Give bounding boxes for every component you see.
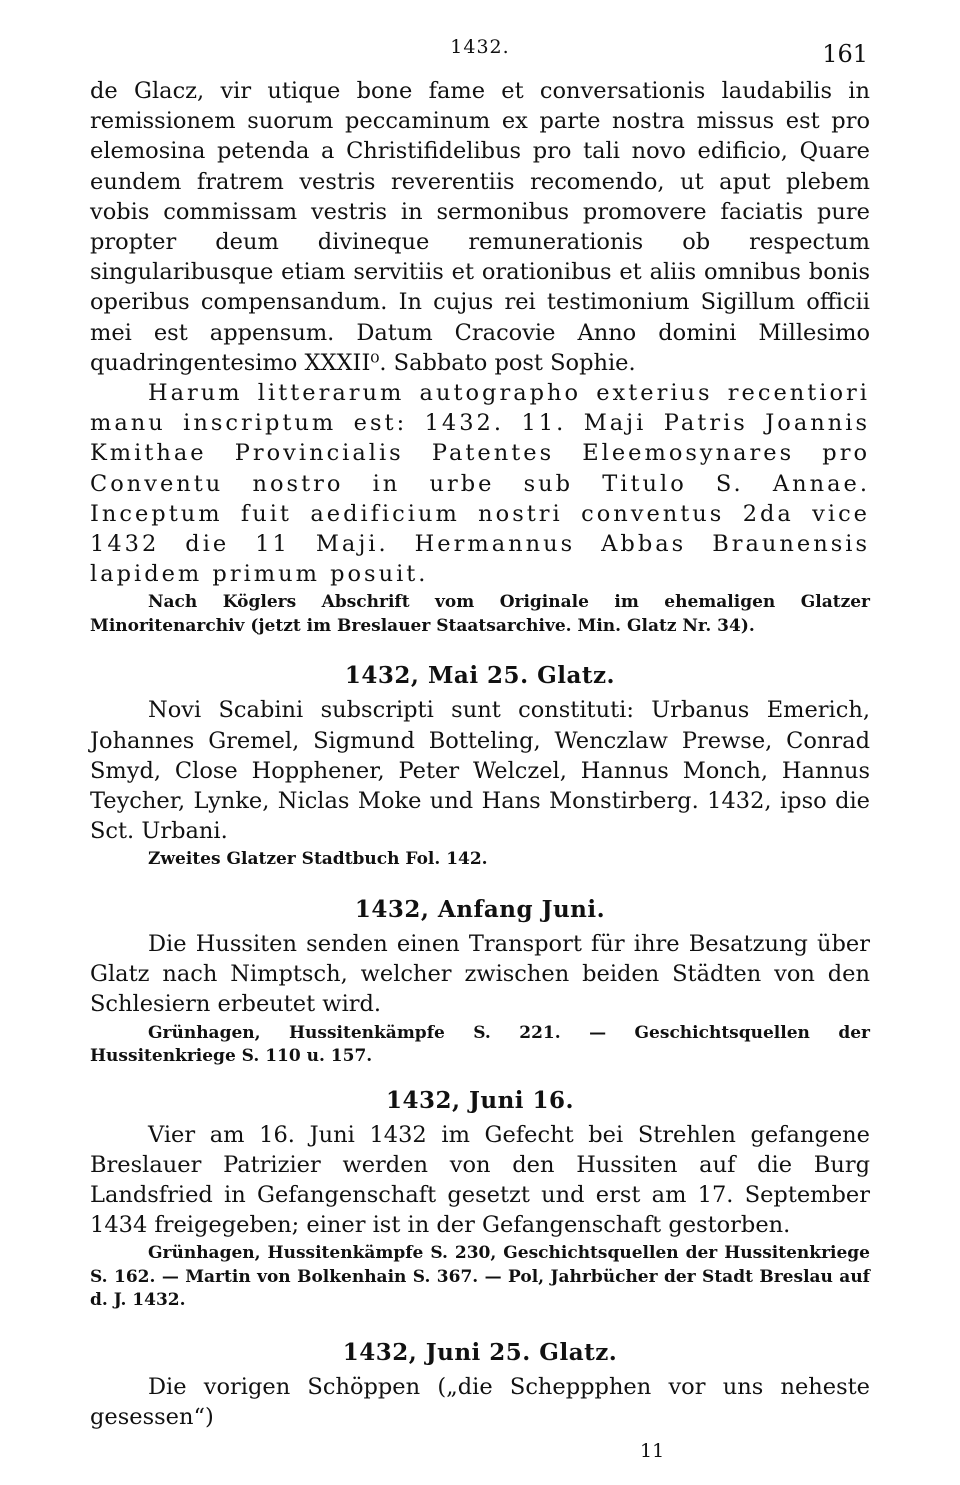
archival-note: Harum litterarum autographo exterius recentiori manu inscriptum est: 1432. 11. Maji Patris Joannis Kmithae Provincialis Patentes Eleemosynares pro Conventu nostro in urbe sub Titulo S. Annae. Inceptum fuit aedificium nostri conventus 2da vice 1432 die 11 Maji. Hermannus Abbas Braunensis lapidem primum posuit. [90,380,870,588]
document-page [90,30,870,1432]
entry-source: Zweites Glatzer Stadtbuch Fol. 142. [148,849,488,870]
entry-1432-06-anfang [90,896,870,1069]
entry-text: Vier am 16. Juni 1432 im Gefecht bei Strehlen gefangene Breslauer Patrizier werden von den Hussiten auf die Burg Landsfried in Gefangenschaft gesetzt und erst am 17. September 1434 freigegeben; einer ist in der Gefangenschaft gestorben. [90,1121,870,1239]
opening-paragraph: de Glacz, vir utique bone fame et conversationis laudabilis in remissionem suorum peccaminum ex parte nostra missus est pro elemosina petenda a Christifidelibus pro tali novo edificio, Quare eundem fratrem vestris reverentiis recomendo, ut aput plebem vobis commissam vestris in sermonibus promovere faciatis pure propter deum divineque remunerationis ob respectum singularibusque etiam servitiis et orationibus et aliis omnibus bonis operibus compensandum. In cujus rei testimonium Sigillum officii mei est appensum. Datum Cracovie Anno domini Millesimo quadringentesimo XXXII⁰. Sabbato post Sophie. [90,78,870,376]
archival-note-source: Nach Köglers Abschrift vom Originale im ehemaligen Glatzer Minoritenarchiv (jetzt im Breslauer Staatsarchive. Min. Glatz Nr. 34). [90,592,870,636]
entry-text: Novi Scabini subscripti sunt constituti: Urbanus Emerich, Johannes Gremel, Sigmund Botteling, Wenczlaw Prewse, Conrad Smyd, Close Hopphener, Peter Welczel, Hannus Monch, Hannus Teycher, Lynke, Niclas Moke und Hans Monstirberg. 1432, ipso die Sct. Urbani. [90,697,870,845]
running-head [90,30,870,76]
entry-source: Grünhagen, Hussitenkämpfe S. 230, Geschichtsquellen der Hussitenkriege S. 162. — Martin von Bolkenhain S. 367. — Pol, Jahrbücher der Stadt Breslau auf d. J. 1432. [90,1243,870,1311]
entry-1432-06-25 [90,1339,870,1432]
running-head-year: 1432. [450,36,510,58]
entry-text: Die vorigen Schöppen („die Scheppphen vor uns neheste gesessen“) [90,1373,870,1431]
signature-mark: 11 [640,1440,665,1462]
entry-text: Die Hussiten senden einen Transport für ihre Besatzung über Glatz nach Nimptsch, welcher zwischen beiden Städten von den Schlesiern erbeutet wird. [90,930,870,1018]
entry-heading: 1432, Juni 25. Glatz. [342,1338,618,1366]
page-number: 161 [822,40,868,68]
entry-heading: 1432, Juni 16. [385,1086,575,1114]
entry-source: Grünhagen, Hussitenkämpfe S. 221. — Geschichtsquellen der Hussitenkriege S. 110 u. 157. [90,1022,870,1067]
entry-1432-05-25 [90,662,870,872]
entry-heading: 1432, Mai 25. Glatz. [344,662,616,690]
entry-1432-06-16 [90,1087,870,1313]
entry-heading: 1432, Anfang Juni. [354,895,606,923]
